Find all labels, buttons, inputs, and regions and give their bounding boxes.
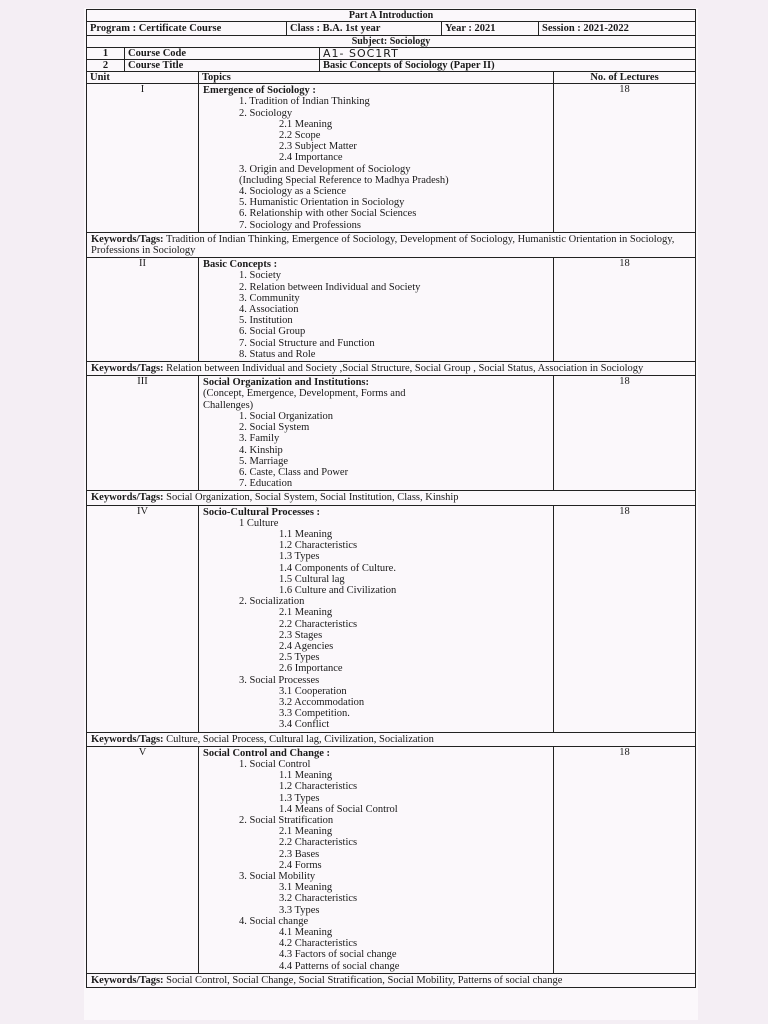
topic-item: 1.3 Types	[279, 792, 320, 804]
topic-item: 3. Family	[239, 433, 280, 445]
topic-item: 7. Sociology and Professions	[239, 219, 361, 231]
topic-item: 4. Social change	[239, 915, 309, 927]
keywords-text: Social Control, Social Change, Social Stratification, Social Mobility, Patterns of social change	[166, 974, 563, 986]
topic-item: 2.2 Scope	[279, 130, 321, 142]
keywords-label: Keywords/Tags:	[91, 733, 164, 745]
topic-item: 2.1 Meaning	[279, 826, 333, 838]
topic-item: 2. Social Stratification	[239, 815, 334, 826]
program-row	[87, 22, 695, 36]
topic-item: 8. Status and Role	[239, 348, 316, 360]
keywords-label: Keywords/Tags:	[91, 233, 164, 245]
topic-item: 3.1 Cooperation	[279, 685, 347, 697]
topic-item: 1.4 Components of Culture.	[279, 562, 396, 574]
course-code-value: A1- SOC1RT	[323, 47, 399, 60]
lecture-count: 18	[619, 376, 630, 388]
topic-item: 1.6 Culture and Civilization	[279, 584, 397, 596]
topic-item: (Concept, Emergence, Development, Forms and	[203, 388, 406, 400]
keywords-text: Relation between Individual and Society ,Social Structure, Social Group , Social Status, Association in Sociology	[166, 363, 644, 375]
topic-item: 2.5 Types	[279, 652, 320, 664]
topic-item: 2.4 Importance	[279, 152, 343, 164]
title-row	[87, 10, 695, 22]
topic-item: 1.3 Types	[279, 551, 320, 563]
course-title-value: Basic Concepts of Sociology (Paper II)	[323, 60, 495, 71]
unit-number: V	[87, 747, 199, 973]
year-cell: Year : 2021	[442, 22, 539, 35]
topic-item: 3.3 Types	[279, 904, 320, 916]
topic-item: 3.3 Competition.	[279, 708, 350, 720]
keywords-row	[87, 362, 695, 376]
unit-row	[87, 84, 695, 233]
topic-item: 1.5 Cultural lag	[279, 573, 345, 585]
lectures-header: No. of Lectures	[590, 72, 659, 83]
topic-item: 2.4 Forms	[279, 859, 322, 871]
topic-item: 2. Social System	[239, 422, 310, 434]
unit-number: I	[87, 84, 199, 232]
course-code-label: Course Code	[125, 48, 320, 59]
topic-item: 2.6 Importance	[279, 663, 343, 675]
topic-item: 1.1 Meaning	[279, 770, 333, 782]
topic-item: 1.2 Characteristics	[279, 540, 358, 552]
unit-row	[87, 258, 695, 362]
topic-item: 2.4 Agencies	[279, 640, 334, 652]
page-title: Part A Introduction	[348, 10, 434, 21]
topic-item: 6. Caste, Class and Power	[239, 466, 349, 478]
topic-item: 2. Sociology	[239, 107, 293, 119]
unit-heading: Socio-Cultural Processes :	[203, 506, 321, 518]
keywords-label: Keywords/Tags:	[91, 492, 164, 504]
topic-item: 3.4 Conflict	[279, 719, 330, 731]
topic-item: 1 Culture	[239, 517, 279, 529]
program-cell: Program : Certificate Course	[87, 22, 287, 35]
unit-number: II	[87, 258, 199, 361]
subject-label: Subject: Sociology	[351, 36, 431, 47]
topic-item: 3. Social Mobility	[239, 871, 316, 883]
topic-item: 4.3 Factors of social change	[279, 949, 397, 961]
course-title-label: Course Title	[125, 60, 320, 71]
topic-item: Challenges)	[203, 399, 254, 411]
topic-item: 2.3 Subject Matter	[279, 141, 357, 153]
unit-topics	[199, 84, 554, 232]
topic-item: 2.2 Characteristics	[279, 618, 358, 630]
topic-item: 3.2 Accommodation	[279, 696, 365, 708]
keywords-row	[87, 733, 695, 747]
column-header-row	[87, 72, 695, 84]
topic-item: 2. Socialization	[239, 596, 305, 608]
class-cell: Class : B.A. 1st year	[287, 22, 442, 35]
topic-item: 5. Institution	[239, 315, 293, 327]
topic-item: 5. Humanistic Orientation in Sociology	[239, 197, 405, 209]
unit-topics	[199, 506, 554, 732]
topic-item: 3.1 Meaning	[279, 882, 333, 894]
topic-item: 4. Association	[239, 304, 299, 316]
course-title-row	[87, 60, 695, 72]
topic-item: 4. Sociology as a Science	[239, 186, 347, 198]
unit-number: III	[87, 376, 199, 490]
course-code-num: 1	[87, 48, 125, 59]
keywords-label: Keywords/Tags:	[91, 363, 164, 375]
topic-item: 1. Tradition of Indian Thinking	[239, 96, 370, 108]
unit-heading: Social Organization and Institutions:	[203, 377, 369, 389]
topic-item: 7. Social Structure and Function	[239, 337, 375, 349]
keywords-text: Social Organization, Social System, Social Institution, Class, Kinship	[166, 492, 459, 504]
keywords-row	[87, 491, 695, 505]
topic-item: 3.2 Characteristics	[279, 893, 358, 905]
unit-row	[87, 747, 695, 974]
topic-item: 2. Relation between Individual and Society	[239, 281, 421, 293]
topic-item: 2.1 Meaning	[279, 607, 333, 619]
topic-item: 1. Social Control	[239, 758, 311, 770]
topic-item: 3. Origin and Development of Sociology	[239, 163, 411, 175]
topic-item: (Including Special Reference to Madhya Pradesh)	[239, 174, 449, 186]
topic-item: 6. Social Group	[239, 326, 306, 338]
topic-item: 7. Education	[239, 478, 293, 490]
lecture-count: 18	[619, 505, 630, 517]
units-container	[87, 84, 695, 987]
topic-item: 4.4 Patterns of social change	[279, 960, 400, 972]
topic-item: 4.2 Characteristics	[279, 938, 358, 950]
topic-item: 6. Relationship with other Social Sciences	[239, 208, 417, 220]
topic-item: 3. Social Processes	[239, 674, 320, 686]
keywords-text: Culture, Social Process, Cultural lag, Civilization, Socialization	[166, 733, 434, 745]
lecture-count: 18	[619, 746, 630, 758]
topic-item: 4.1 Meaning	[279, 927, 333, 939]
topic-item: 1.1 Meaning	[279, 528, 333, 540]
unit-number: IV	[87, 506, 199, 732]
topic-item: 2.1 Meaning	[279, 118, 333, 130]
unit-topics	[199, 258, 554, 361]
topics-header: Topics	[199, 72, 554, 83]
topic-item: 1.2 Characteristics	[279, 781, 358, 793]
keywords-label: Keywords/Tags:	[91, 974, 164, 986]
topic-item: 3. Community	[239, 292, 300, 304]
lecture-count: 18	[619, 258, 630, 270]
course-code-row	[87, 48, 695, 60]
keywords-row	[87, 233, 695, 258]
session-cell: Session : 2021-2022	[542, 23, 629, 34]
topic-item: 1. Society	[239, 270, 281, 282]
keywords-row	[87, 974, 695, 987]
unit-row	[87, 506, 695, 733]
unit-topics	[199, 376, 554, 490]
unit-topics	[199, 747, 554, 973]
topic-item: 4. Kinship	[239, 444, 283, 456]
unit-header: Unit	[87, 72, 199, 83]
topic-item: 2.3 Bases	[279, 848, 320, 860]
topic-item: 2.2 Characteristics	[279, 837, 358, 849]
unit-heading: Basic Concepts :	[203, 259, 278, 271]
keywords-text: Tradition of Indian Thinking, Emergence of Sociology, Development of Sociology, Humanistic Orientation in Sociology, Professions in Sociology	[91, 233, 675, 257]
topic-item: 2.3 Stages	[279, 629, 323, 641]
topic-item: 5. Marriage	[239, 455, 288, 467]
lecture-count: 18	[619, 84, 630, 96]
topic-item: 1. Social Organization	[239, 410, 333, 422]
syllabus-table	[86, 9, 696, 988]
course-title-num: 2	[87, 60, 125, 71]
topic-item: 1.4 Means of Social Control	[279, 803, 398, 815]
unit-heading: Emergence of Sociology :	[203, 85, 316, 97]
unit-row	[87, 376, 695, 491]
unit-heading: Social Control and Change :	[203, 747, 330, 759]
